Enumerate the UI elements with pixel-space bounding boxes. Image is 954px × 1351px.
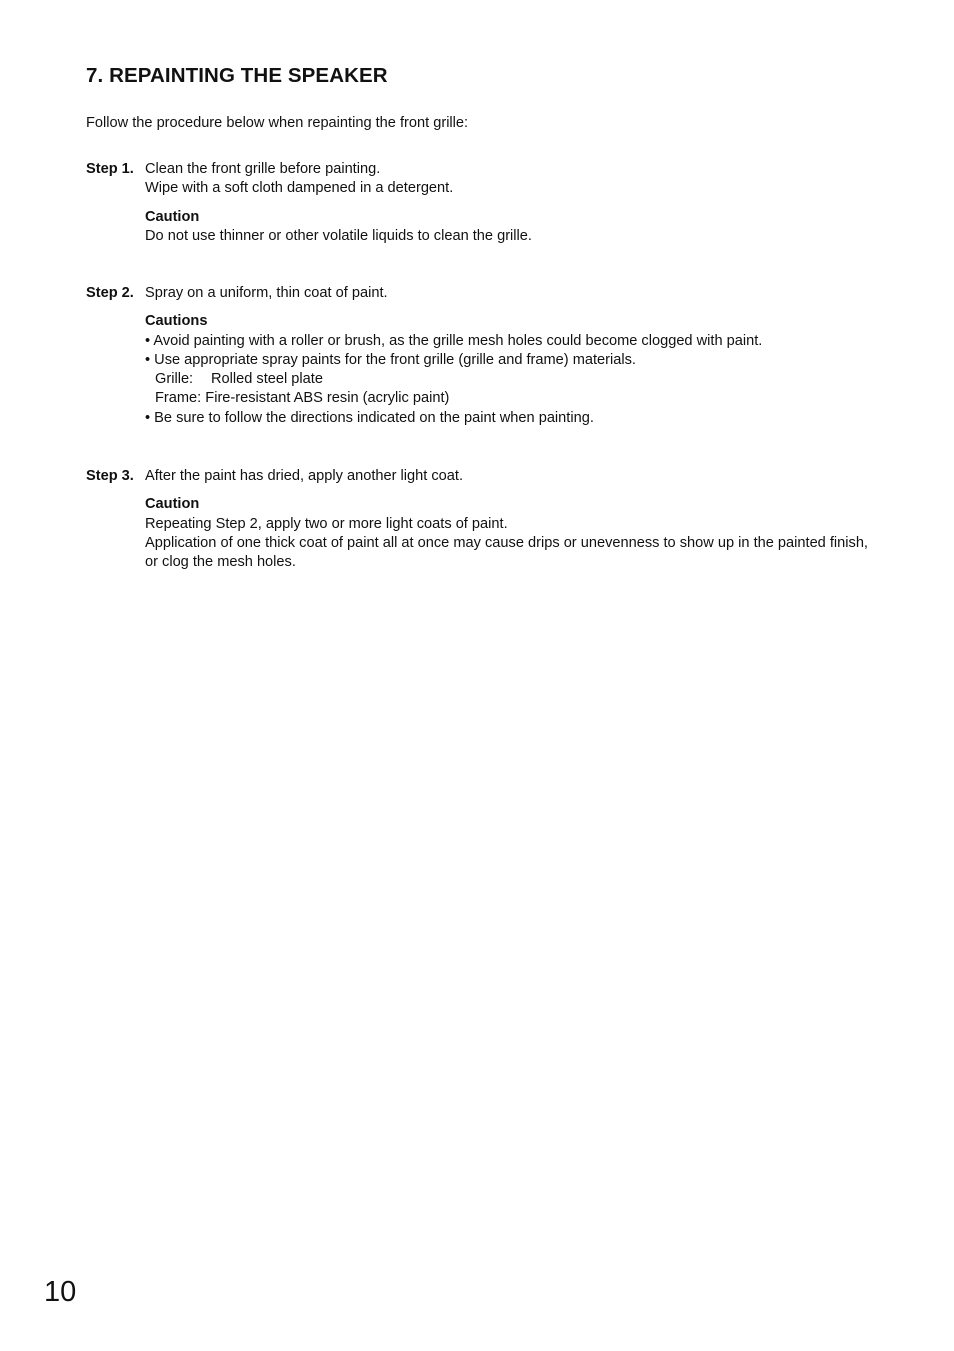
page-title: 7. REPAINTING THE SPEAKER <box>86 64 388 87</box>
step-3-body <box>145 467 868 572</box>
intro-text: Follow the procedure below when repainting the front grille: <box>86 115 469 131</box>
step-2-label: Step 2. <box>86 285 134 301</box>
step-2-cautions <box>145 312 868 428</box>
step-3-caution-title: Caution <box>145 496 200 513</box>
step-3-line-1: After the paint has dried, apply another light coat. <box>145 468 464 484</box>
step-2-bullet-3: • Be sure to follow the directions indicated on the paint when painting. <box>145 409 594 426</box>
step-1-line-1: Clean the front grille before painting. <box>145 161 381 177</box>
step-1-label: Step 1. <box>86 161 134 177</box>
page-number: 10 <box>44 1276 77 1308</box>
material-grille-name: Grille: <box>155 371 194 388</box>
step-3 <box>86 467 868 572</box>
step-3-caution <box>145 495 868 572</box>
material-grille <box>145 370 868 389</box>
step-1-caution-text: Do not use thinner or other volatile liquids to clean the grille. <box>145 227 532 244</box>
step-2-body <box>145 284 868 428</box>
step-1-caution <box>145 208 868 247</box>
step-1 <box>86 160 868 246</box>
step-1-line-2: Wipe with a soft cloth dampened in a detergent. <box>145 180 454 197</box>
step-1-caution-title: Caution <box>145 208 200 225</box>
step-2-line-1: Spray on a uniform, thin coat of paint. <box>145 285 388 301</box>
step-3-caution-paragraph: Application of one thick coat of paint all at once may cause drips or unevenness to show up in the painted finish, or clog the mesh holes. <box>145 534 868 571</box>
material-grille-value: Rolled steel plate <box>211 371 323 388</box>
step-2-caution-title: Cautions <box>145 313 208 330</box>
step-1-body <box>145 160 868 246</box>
material-frame-value: Fire-resistant ABS resin (acrylic paint) <box>205 390 450 407</box>
step-3-label: Step 3. <box>86 468 134 484</box>
step-2-bullet-1: • Avoid painting with a roller or brush, as the grille mesh holes could become clogged with paint. <box>145 332 763 349</box>
material-frame <box>145 389 868 408</box>
step-2 <box>86 284 868 428</box>
step-3-caution-line: Repeating Step 2, apply two or more light coats of paint. <box>145 515 508 532</box>
step-2-bullet-2: • Use appropriate spray paints for the front grille (grille and frame) materials. <box>145 351 636 368</box>
material-frame-name: Frame: <box>155 390 202 407</box>
